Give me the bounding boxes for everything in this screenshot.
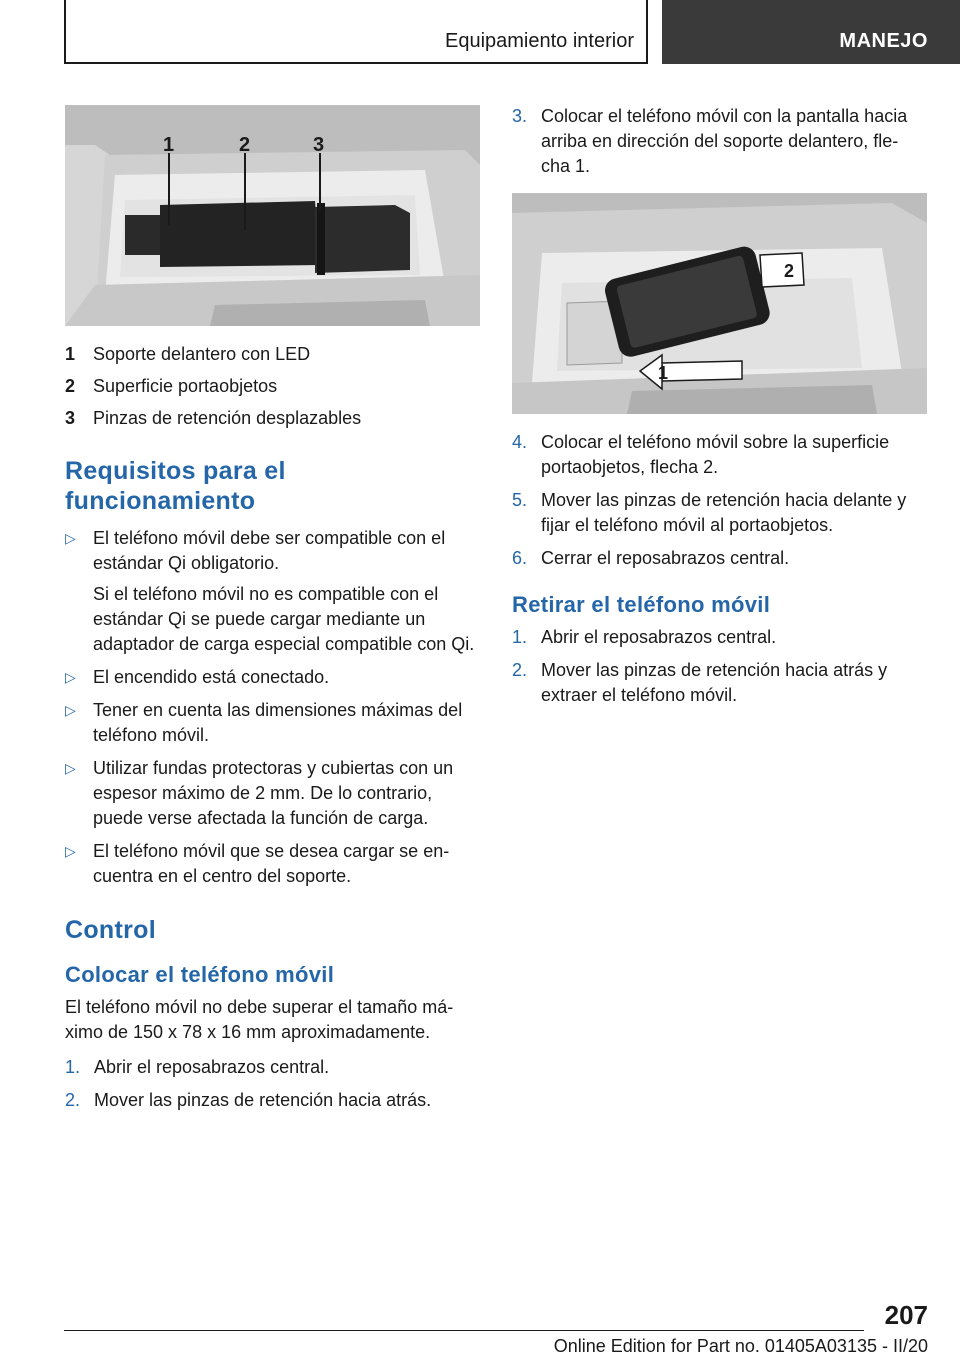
step-text: Mover las pinzas de retención hacia delante y fijar el teléfono móvil al portaobjetos. [541,490,907,535]
list-item [65,1088,480,1113]
figure-legend [65,338,480,434]
legend-item [65,402,480,434]
place-phone-heading: Colocar el teléfono móvil [65,962,335,987]
triangle-bullet-icon: ▷ [65,760,76,776]
legend-number: 3 [65,408,76,428]
list-item [512,104,927,179]
step-number: 2. [512,660,528,680]
list-item [65,526,480,657]
requirement-text: El teléfono móvil que se desea cargar se en‐cuentra en el centro del soporte. [93,841,450,886]
requirements-list [65,526,480,889]
remove-phone-heading: Retirar el teléfono móvil [512,592,771,617]
list-item [65,665,480,690]
step-number: 2. [65,1090,81,1110]
step-text: Colocar el teléfono móvil sobre la superficie portaobjetos, flecha 2. [541,432,890,477]
size-limit-paragraph: El teléfono móvil no debe superar el tamaño má‐ximo de 150 x 78 x 16 mm aproximadamente. [65,997,454,1042]
legend-item [65,370,480,402]
legend-item [65,338,480,370]
legend-text: Superficie portaobjetos [93,376,278,396]
step-text: Colocar el teléfono móvil con la pantalla hacia arriba en dirección del soporte delantero, fle‐cha 1. [541,106,908,176]
right-column [512,104,927,716]
phone-placement-illustration [512,193,927,414]
step-text: Mover las pinzas de retención hacia atrás y extraer el teléfono móvil. [541,660,888,705]
legend-number: 1 [65,344,76,364]
wireless-charging-tray-illustration [65,105,480,326]
header-chapter-tab [662,0,960,64]
list-item [512,430,927,480]
requirement-text: El encendido está conectado. [93,667,330,687]
place-steps-list-b [512,104,927,179]
requirement-subtext: Si el teléfono móvil no es compatible con el estándar Qi se puede cargar mediante un adaptador de carga especial compatible con Qi. [93,584,475,654]
step-text: Mover las pinzas de retención hacia atrás. [94,1090,432,1110]
header-section-tab [64,0,648,64]
step-number: 6. [512,548,528,568]
requirement-text: Utilizar fundas protectoras y cubiertas con un espesor máximo de 2 mm. De lo contrario, puede verse afectada la función de carga. [93,758,454,828]
list-item [512,658,927,708]
list-item [512,546,927,571]
triangle-bullet-icon: ▷ [65,669,76,685]
list-item [512,488,927,538]
triangle-bullet-icon: ▷ [65,530,76,546]
step-text: Abrir el reposabrazos central. [94,1057,330,1077]
figure2-arrow-label-2: 2 [784,261,795,281]
step-text: Abrir el reposabrazos central. [541,627,777,647]
triangle-bullet-icon: ▷ [65,702,76,718]
control-heading: Control [65,916,156,944]
figure2-arrow-label-1: 1 [658,363,669,383]
place-steps-list-c [512,430,927,571]
page-number: 207 [884,1300,928,1330]
requirements-heading: Requisitos para el funcionamiento [65,457,286,515]
step-number: 3. [512,106,528,126]
legend-number: 2 [65,376,76,396]
list-item [65,756,480,831]
step-text: Cerrar el reposabrazos central. [541,548,790,568]
step-number: 1. [512,627,528,647]
header-chapter-title: MANEJO [839,30,928,52]
list-item [65,698,480,748]
requirement-text: El teléfono móvil debe ser compatible con el estándar Qi obligatorio. [93,528,446,573]
figure1-callout-2: 2 [239,134,251,156]
legend-text: Pinzas de retención desplazables [93,408,362,428]
legend-text: Soporte delantero con LED [93,344,311,364]
figure1-callout-3: 3 [313,134,325,156]
remove-steps-list [512,625,927,708]
list-item [65,1055,480,1080]
list-item [65,839,480,889]
footer-edition: Online Edition for Part no. 01405A03135 - II/20 [553,1336,928,1356]
step-number: 1. [65,1057,81,1077]
triangle-bullet-icon: ▷ [65,843,76,859]
footer-divider [64,1330,864,1331]
list-item [512,625,927,650]
figure1-callout-1: 1 [163,134,175,156]
place-steps-list-a [65,1055,480,1113]
step-number: 5. [512,490,528,510]
left-column [65,105,480,1121]
header-section-title: Equipamiento interior [445,30,634,52]
step-number: 4. [512,432,528,452]
requirement-text: Tener en cuenta las dimensiones máximas del teléfono móvil. [93,700,463,745]
